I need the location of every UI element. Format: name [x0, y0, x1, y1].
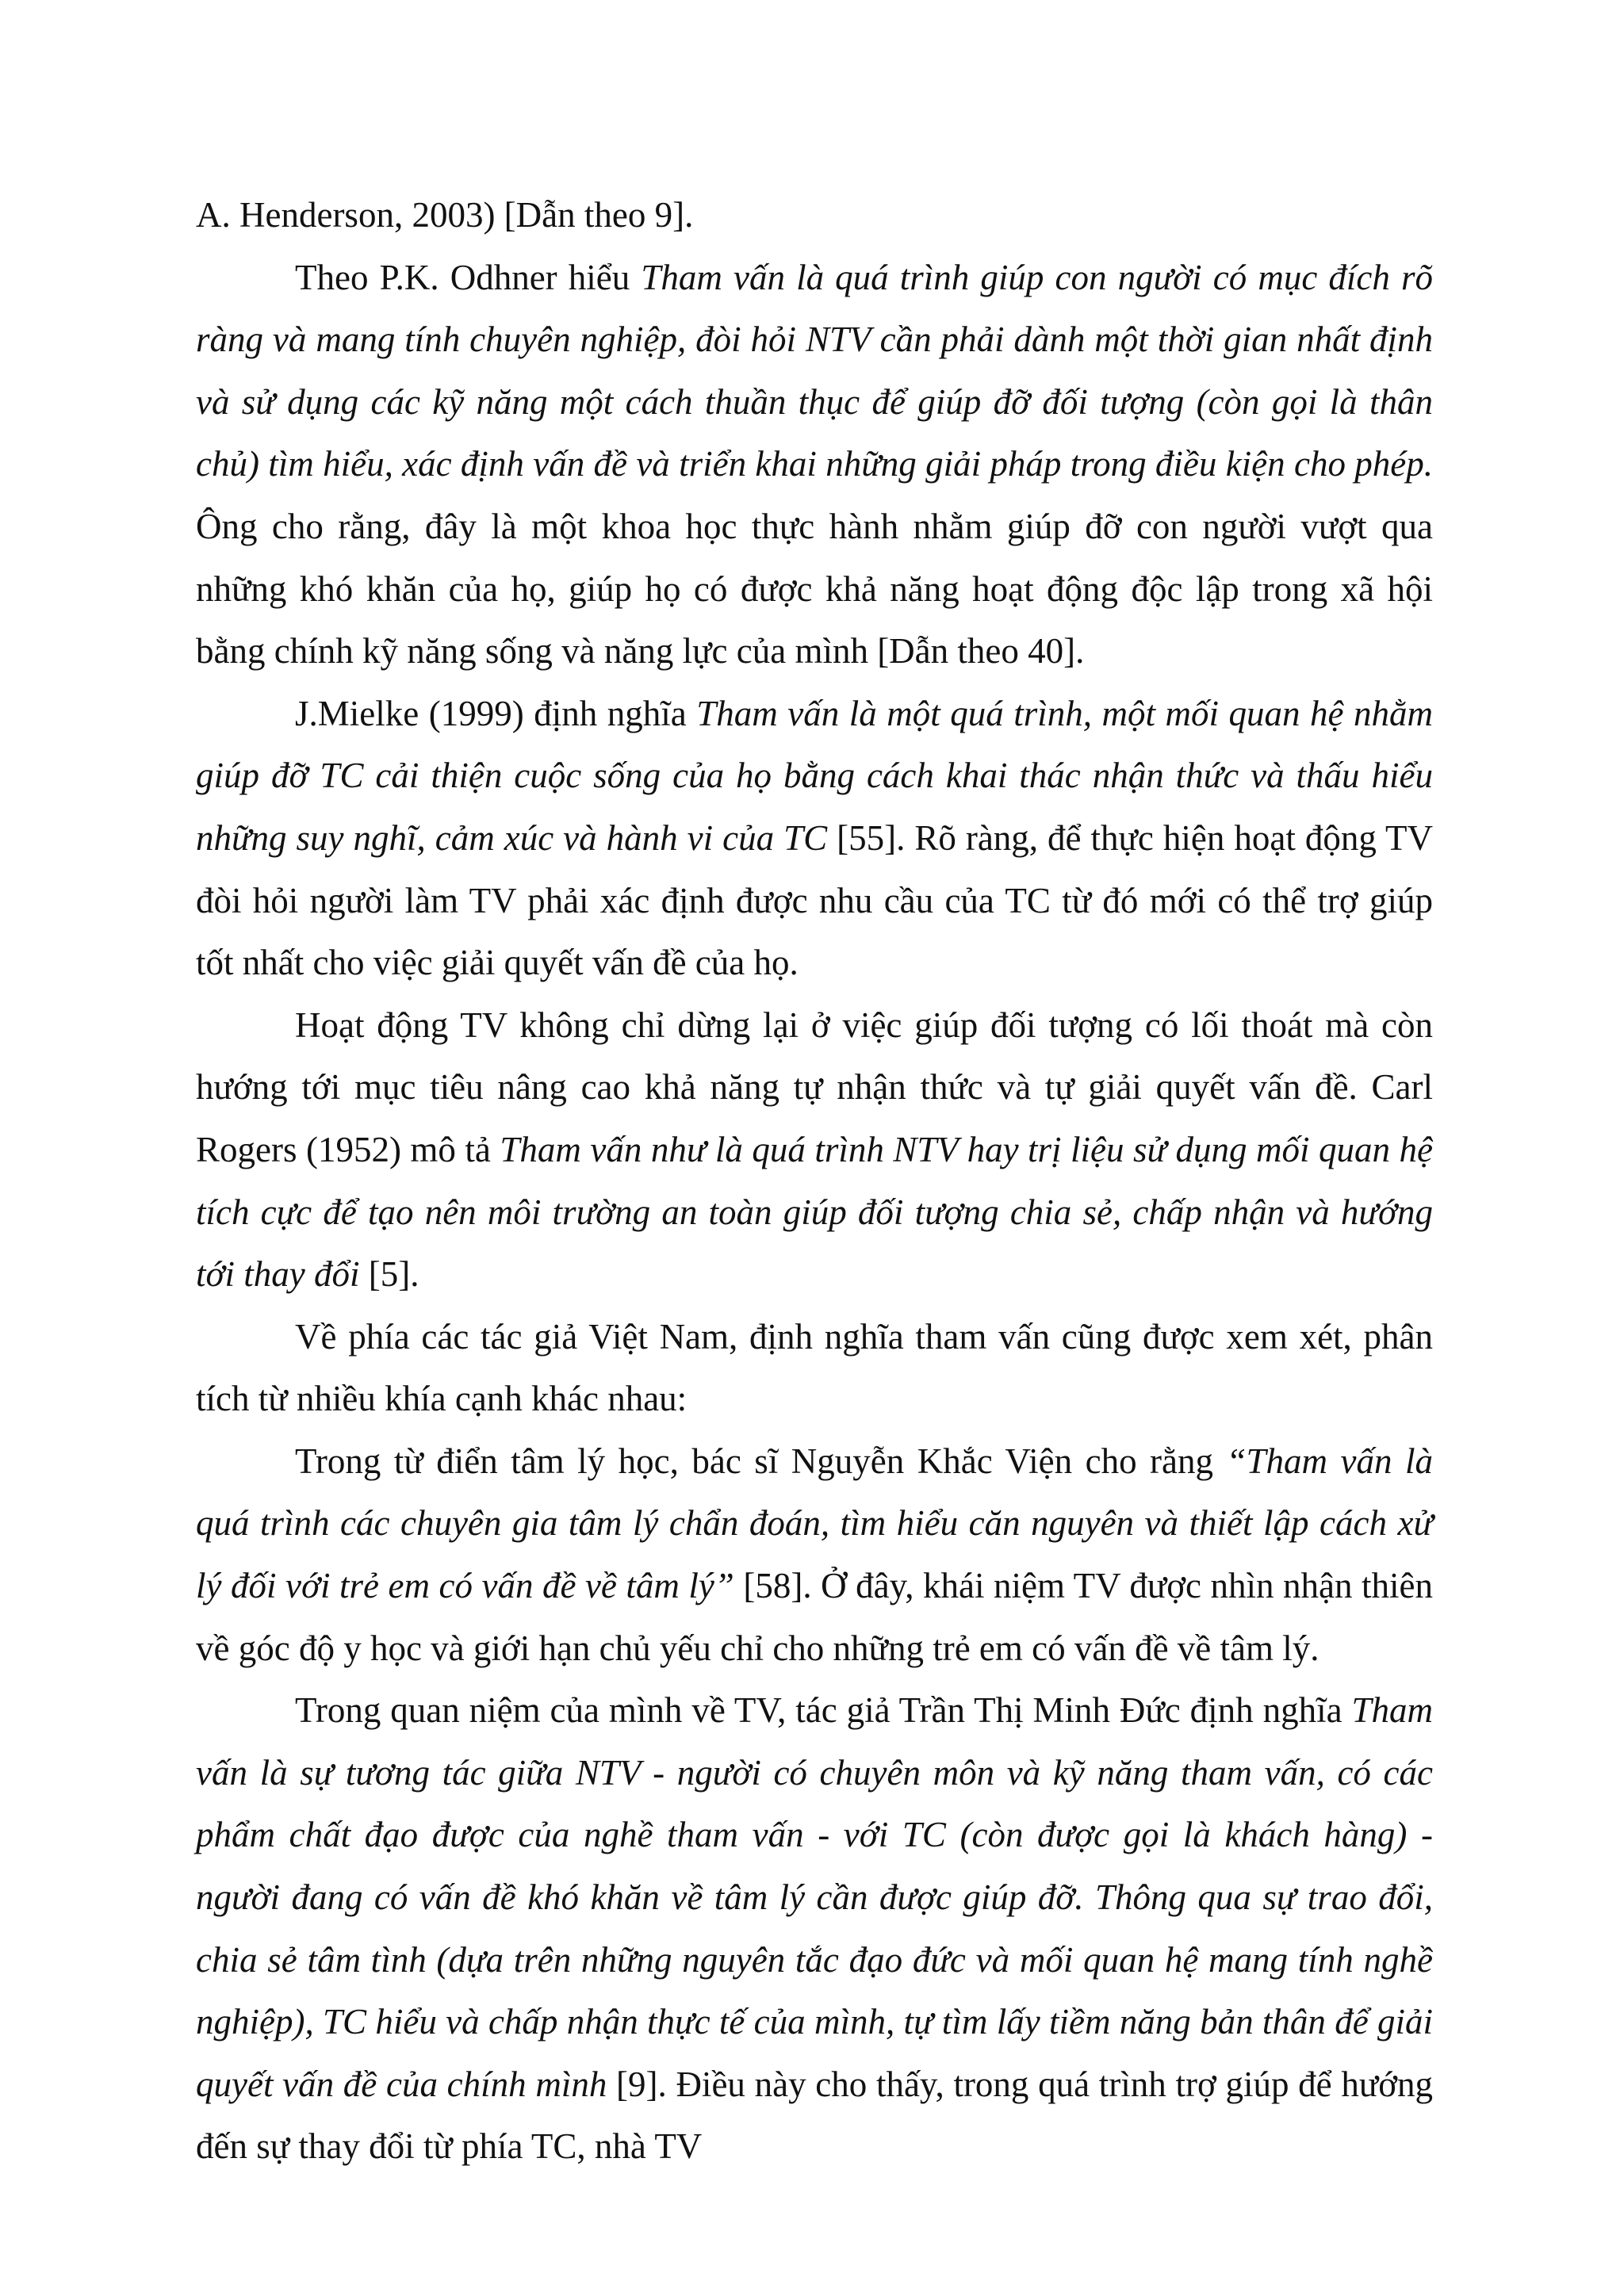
text-segment: Trong từ điển tâm lý học, bác sĩ Nguyễn Khắc Viện cho rằng: [295, 1441, 1227, 1481]
paragraph-p6: [196, 1679, 1433, 2178]
text-segment: A. Henderson, 2003) [Dẫn theo 9].: [196, 195, 694, 235]
text-segment: Theo P.K. Odhner hiểu: [295, 257, 642, 297]
text-segment: Hoạt động TV không chỉ dừng lại ở việc giúp đối tượng có lối thoát mà còn hướng tới mục tiêu nâng cao khả năng tự nhận thức và tự giải quyết vấn đề. Carl Rogers (1952) mô tả: [196, 1004, 1433, 1169]
italic-text-segment: Tham vấn là một quá trình, một mối quan hệ nhằm giúp đỡ TC cải thiện cuộc sống của họ bằng cách khai thác nhận thức và thấu hiểu những suy nghĩ, cảm xúc và hành vi của TC: [196, 693, 1433, 858]
text-segment: J.Mielke (1999) định nghĩa: [295, 693, 697, 733]
text-segment: [58]. Ở đây, khái niệm TV được nhìn nhận thiên về góc độ y học và giới hạn chủ yếu chỉ cho những trẻ em có vấn đề về tâm lý.: [196, 1566, 1433, 1668]
italic-text-segment: Tham vấn như là quá trình NTV hay trị liệu sử dụng mối quan hệ tích cực để tạo nên môi trường an toàn giúp đối tượng chia sẻ, chấp nhận và hướng tới thay đổi: [196, 1129, 1433, 1295]
text-segment: [55]. Rõ ràng, để thực hiện hoạt động TV đòi hỏi người làm TV phải xác định được nhu cầu của TC từ đó mới có thể trợ giúp tốt nhất cho việc giải quyết vấn đề của họ.: [196, 817, 1433, 983]
italic-text-segment: “Tham vấn là quá trình các chuyên gia tâm lý chẩn đoán, tìm hiểu căn nguyên và thiết lập cách xử lý đối với trẻ em có vấn đề về tâm lý”: [196, 1441, 1433, 1606]
text-segment: [5].: [359, 1254, 419, 1295]
paragraph-p2: [196, 683, 1433, 994]
italic-text-segment: Tham vấn là quá trình giúp con người có mục đích rõ ràng và mang tính chuyên nghiệp, đòi hỏi NTV cần phải dành một thời gian nhất định và sử dụng các kỹ năng một cách thuần thục để giúp đỡ đối tượng (còn gọi là thân chủ) tìm hiểu, xác định vấn đề và triển khai những giải pháp trong điều kiện cho phép.: [196, 257, 1433, 484]
text-segment: Trong quan niệm của mình về TV, tác giả Trần Thị Minh Đức định nghĩa: [295, 1690, 1352, 1731]
italic-text-segment: Tham vấn là sự tương tác giữa NTV - người có chuyên môn và kỹ năng tham vấn, có các phẩm chất đạo được của nghề tham vấn - với TC (còn được gọi là khách hàng) - người đang có vấn đề khó khăn về tâm lý cần được giúp đỡ. Thông qua sự trao đổi, chia sẻ tâm tình (dựa trên những nguyên tắc đạo đức và mối quan hệ mang tính nghề nghiệp), TC hiểu và chấp nhận thực tế của mình, tự tìm lấy tiềm năng bản thân để giải quyết vấn đề của chính mình: [196, 1690, 1433, 2104]
paragraph-p4: [196, 1306, 1433, 1430]
text-segment: [9]. Điều này cho thấy, trong quá trình trợ giúp để hướng đến sự thay đổi từ phía TC, nhà TV: [196, 2064, 1434, 2167]
document-body: [196, 184, 1433, 2178]
text-segment: Ông cho rằng, đây là một khoa học thực hành nhằm giúp đỡ con người vượt qua những khó khăn của họ, giúp họ có được khả năng hoạt động độc lập trong xã hội bằng chính kỹ năng sống và năng lực của mình [Dẫn theo 40].: [196, 506, 1433, 672]
paragraph-p5: [196, 1430, 1433, 1679]
paragraph-p0: [196, 184, 1433, 247]
paragraph-p1: [196, 247, 1433, 683]
paragraph-p3: [196, 994, 1433, 1306]
text-segment: Về phía các tác giả Việt Nam, định nghĩa tham vấn cũng được xem xét, phân tích từ nhiều khía cạnh khác nhau:: [196, 1316, 1433, 1419]
